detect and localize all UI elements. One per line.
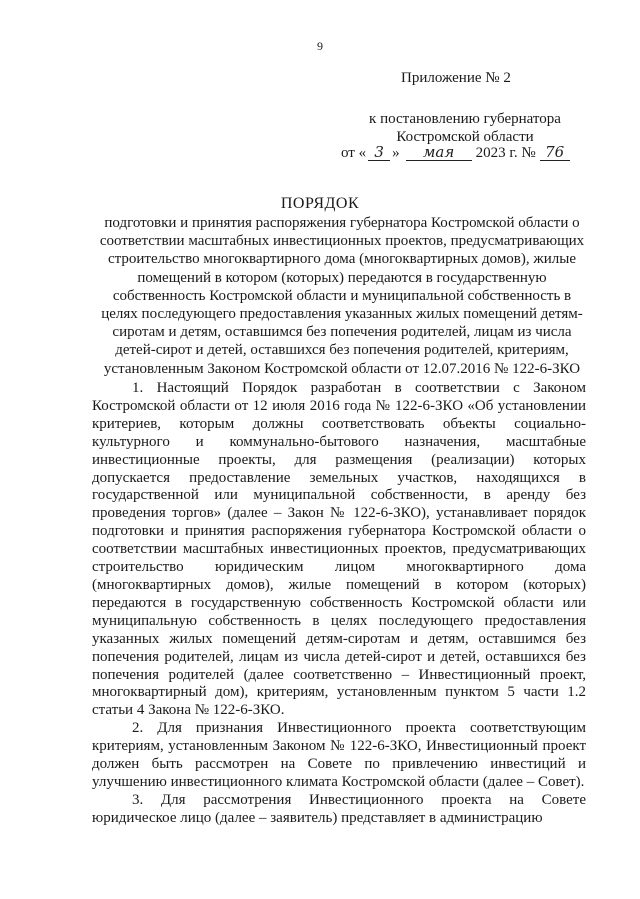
date-prefix: от « <box>341 145 367 161</box>
handwritten-day: 3 <box>368 145 390 161</box>
handwritten-number: 76 <box>540 145 570 161</box>
paragraph-3: 3. Для рассмотрения Инвестиционного проекта на Совете юридическое лицо (далее – заявитель) представляет в администрацию <box>92 791 586 826</box>
annex-title: Приложение № 2 <box>401 70 511 86</box>
annex-reference <box>340 110 590 146</box>
document-body <box>92 380 586 828</box>
paragraph-1: 1. Настоящий Порядок разработан в соответствии с Законом Костромской области от 12 июля 2016 года № 122-6-ЗКО «Об установлении критериев, которым должны соответствовать объекты социально-культурного и коммунально-бытового назначения, масштабные инвестиционные проекты, для размещения (реализации) которых допускается предоставление земельных участков, находящихся в государственной или муниципальной собственности, в аренду без проведения торгов» (далее – Закон № 122-6-ЗКО), устанавливает порядок подготовки и принятия распоряжения губернатора Костромской области о соответствии масштабных инвестиционных проектов, предусматривающих строительство юридическим лицом многоквартирного дома (многоквартирных домов), жилые помещений в котором (которых) передаются в государственную собственность Костромской области или муниципальную собственность в целях последующего предоставления указанных жилых помещений детям-сиротам и детям, оставшимся без попечения родителей, лицам из числа детей-сирот и детей, оставшихся без попечения родителей (далее соответственно – Инвестиционный проект, многоквартирный дом), критериям, установленным пунктом 5 части 1.2 статьи 4 Закона № 122-6-ЗКО. <box>92 380 586 719</box>
annex-ref-line-2: Костромской области <box>396 129 534 145</box>
document-title: ПОРЯДОК <box>280 195 360 212</box>
document-subtitle: подготовки и принятия распоряжения губернатора Костромской области о соответствии масштабных инвестиционных проектов, предусматривающих строительство многоквартирного дома (многоквартирных домов), жилые помещений в котором (которых) передаются в государственную собственность Костромской области и муниципальной собственность в целях последующего предоставления указанных жилых помещений детям-сиротам и детям, оставшимся без попечения родителей, лицам из числа детей-сирот и детей, оставшихся без попечения родителей, критериям, установленным Законом Костромской области от 12.07.2016 № 122-6-ЗКО <box>99 215 585 377</box>
paragraph-2: 2. Для признания Инвестиционного проекта соответствующим критериям, установленным Законом № 122-6-ЗКО, Инвестиционный проект должен быть рассмотрен на Совете по привлечению инвестиций и улучшению инвестиционного климата Костромской области (далее – Совет). <box>92 720 586 790</box>
handwritten-month: мая <box>406 145 472 161</box>
year-text: 2023 г. № <box>475 145 536 161</box>
date-mid: » <box>392 145 400 161</box>
page-number: 9 <box>317 39 323 53</box>
annex-ref-line-1: к постановлению губернатора <box>369 111 561 127</box>
annex-date-line <box>341 145 570 162</box>
